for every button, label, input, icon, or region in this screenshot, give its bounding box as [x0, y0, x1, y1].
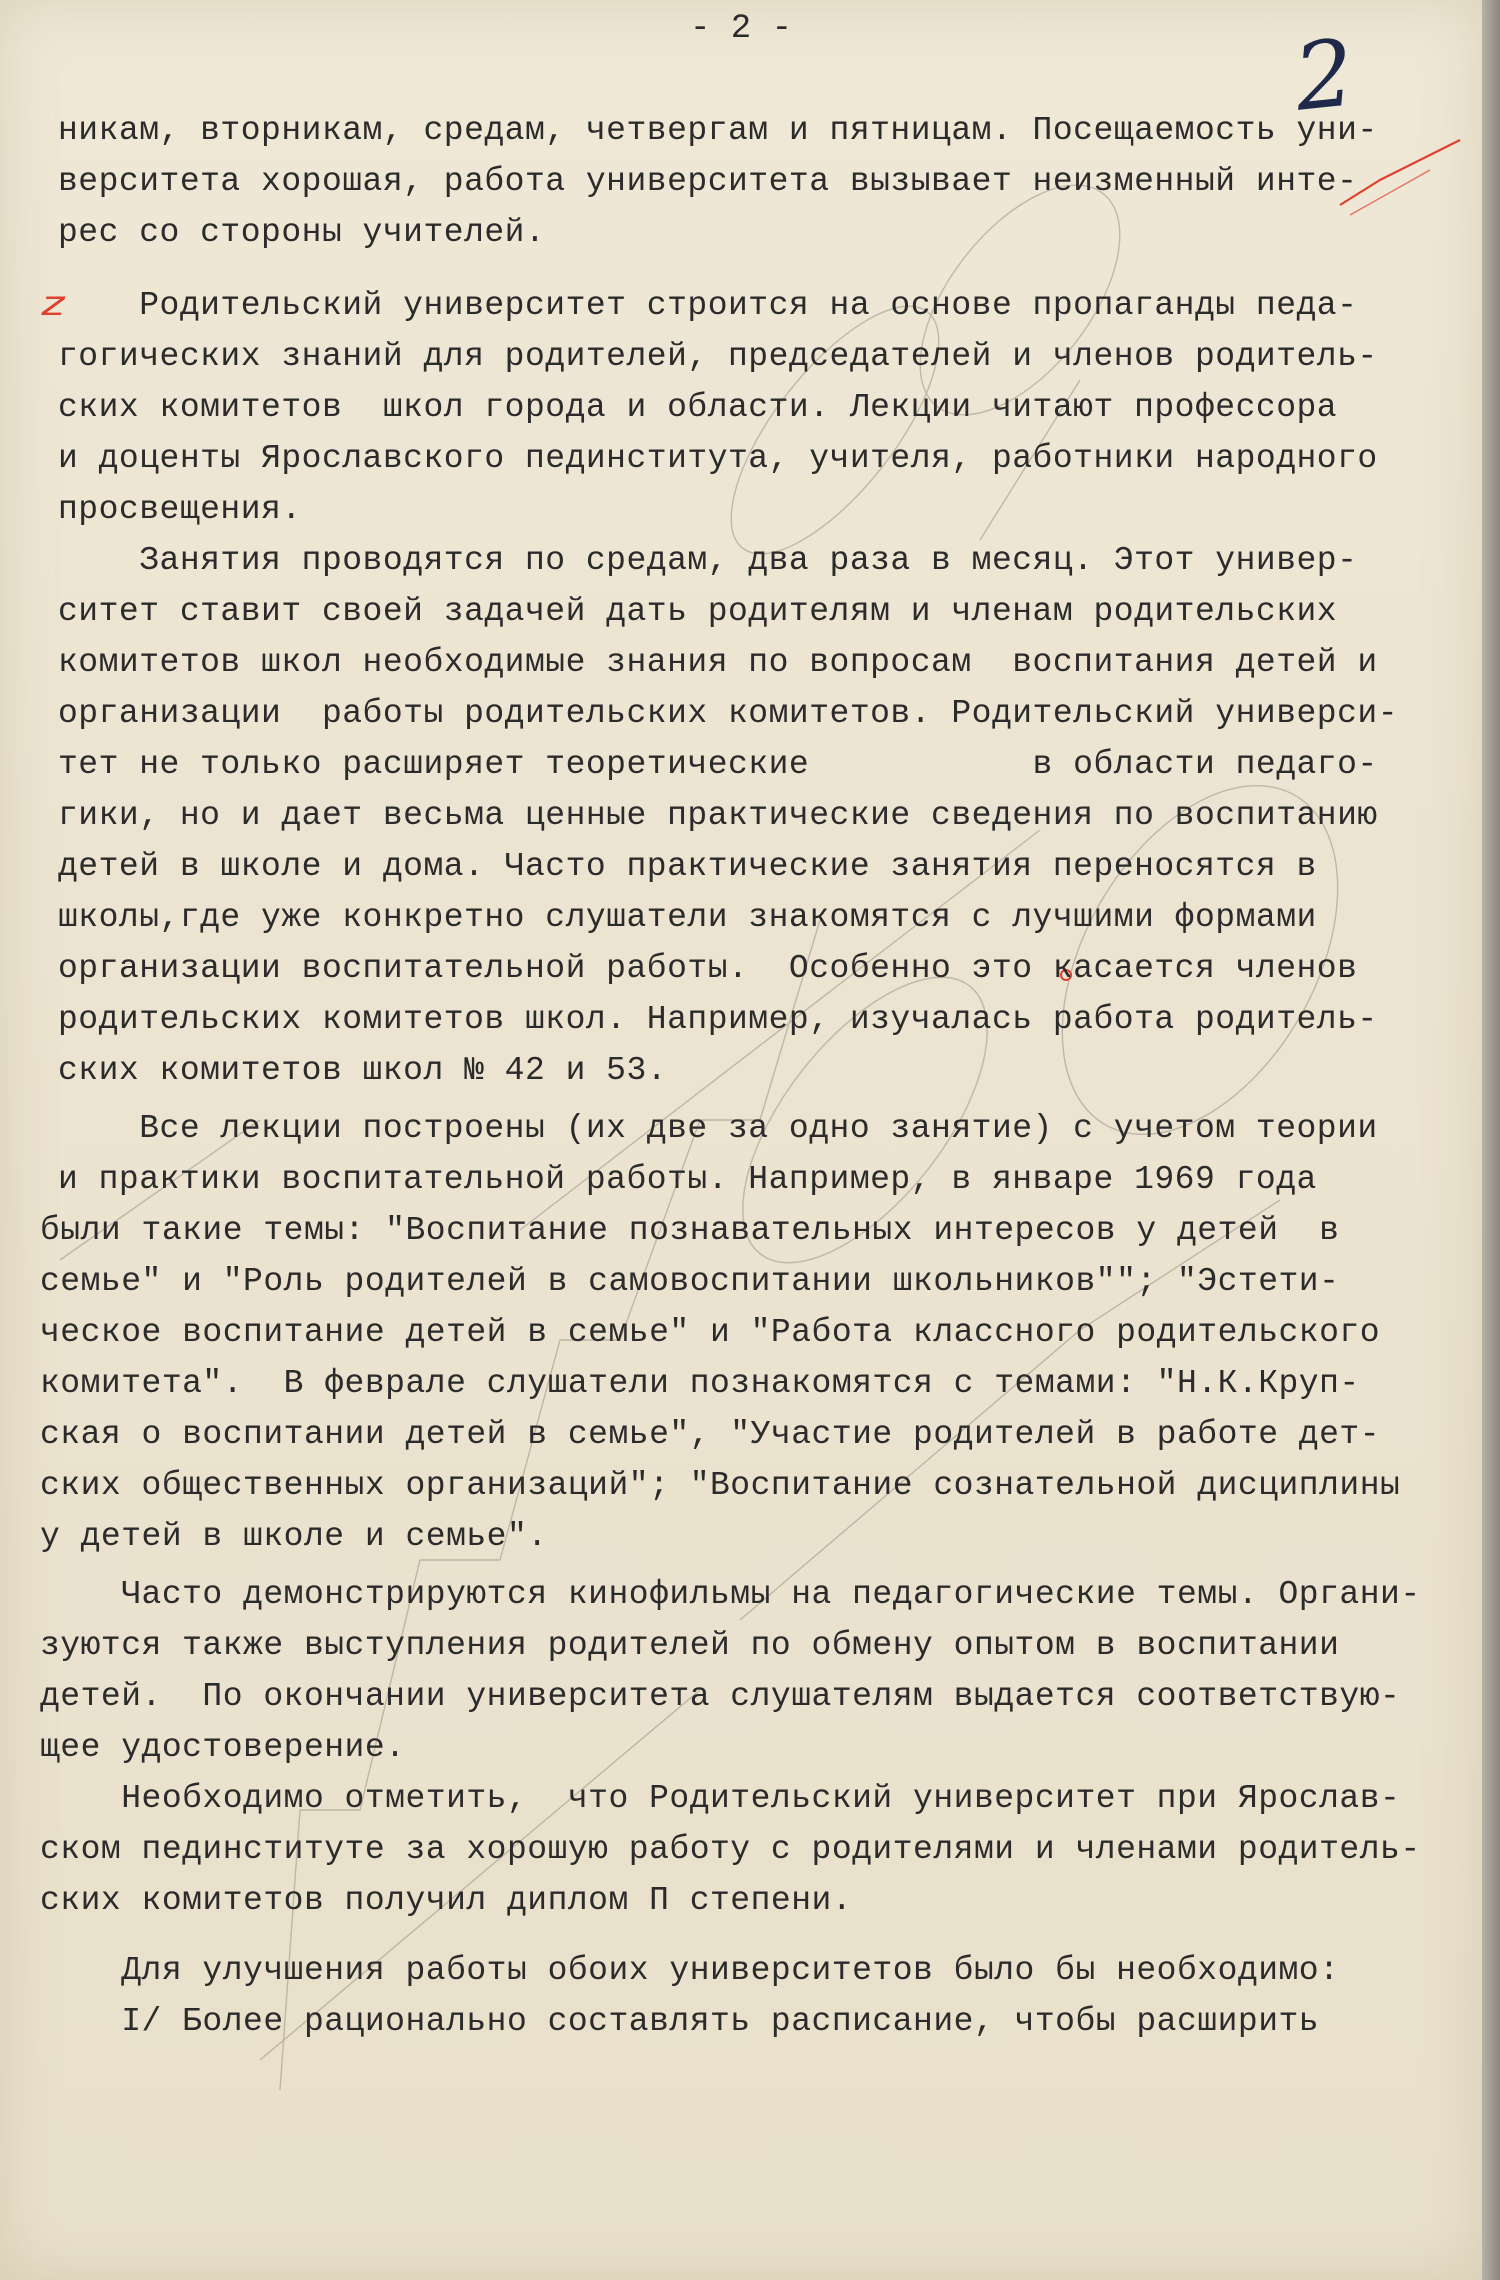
text-line: родительских комитетов школ. Например, изучалась работа родитель-: [58, 1001, 1378, 1038]
text-line: Для улучшения работы обоих университетов было бы необходимо:: [40, 1952, 1340, 1989]
text-line: Занятия проводятся по средам, два раза в месяц. Этот универ-: [58, 542, 1358, 579]
text-line: ских комитетов получил диплом П степени.: [40, 1882, 853, 1919]
text-line: рес со стороны учителей.: [58, 214, 546, 251]
text-line: никам, вторникам, средам, четвергам и пятницам. Посещаемость уни-: [58, 112, 1378, 149]
text-line: гики, но и дает весьма ценные практические сведения по воспитанию: [58, 797, 1378, 834]
text-line: детей. По окончании университета слушателям выдается соответствую-: [40, 1678, 1401, 1715]
text-line: ских комитетов школ № 42 и 53.: [58, 1052, 668, 1089]
text-line: и практики воспитательной работы. Например, в январе 1969 года: [58, 1161, 1317, 1198]
text-line: ческое воспитание детей в семье" и "Работа классного родительского: [40, 1314, 1381, 1351]
text-line: зуются также выступления родителей по обмену опытом в воспитании: [40, 1627, 1340, 1664]
text-line: Все лекции построены (их две за одно занятие) с учетом теории: [58, 1110, 1378, 1147]
text-line: верситета хорошая, работа университета вызывает неизменный инте-: [58, 163, 1358, 200]
text-line: семье" и "Роль родителей в самовоспитании школьников""; "Эстети-: [40, 1263, 1340, 1300]
text-line: организации работы родительских комитетов. Родительский универси-: [58, 695, 1399, 732]
text-line: тет не только расширяет теоретические в области педаго-: [58, 746, 1378, 783]
text-line: и доценты Ярославского пединститута, учителя, работники народного: [58, 440, 1378, 477]
text-line: детей в школе и дома. Часто практические занятия переносятся в: [58, 848, 1317, 885]
text-line: комитета". В феврале слушатели познакомятся с темами: "Н.К.Круп-: [40, 1365, 1360, 1402]
text-line: ском пединституте за хорошую работу с родителями и членами родитель-: [40, 1831, 1421, 1868]
text-line: Часто демонстрируются кинофильмы на педагогические темы. Органи-: [40, 1576, 1421, 1613]
text-line: ских общественных организаций"; "Воспитание сознательной дисциплины: [40, 1467, 1401, 1504]
text-line: комитетов школ необходимые знания по вопросам воспитания детей и: [58, 644, 1378, 681]
text-line: просвещения.: [58, 491, 302, 528]
text-line: ситет ставит своей задачей дать родителям и членам родительских: [58, 593, 1338, 630]
text-line: Родительский университет строится на основе пропаганды педа-: [58, 287, 1358, 324]
text-line: у детей в школе и семье".: [40, 1518, 548, 1555]
text-line: были такие темы: "Воспитание познавательных интересов у детей в: [40, 1212, 1340, 1249]
text-line: щее удостоверение.: [40, 1729, 406, 1766]
text-line: ских комитетов школ города и области. Лекции читают профессора: [58, 389, 1338, 426]
red-margin-mark: z: [41, 284, 65, 324]
page-edge: [1482, 0, 1500, 2280]
text-line: ская о воспитании детей в семье", "Участие родителей в работе дет-: [40, 1416, 1381, 1453]
text-line: организации воспитательной работы. Особенно это касается членов: [58, 950, 1358, 987]
handwritten-folio-number: 2: [1289, 19, 1359, 132]
text-line: школы,где уже конкретно слушатели знакомятся с лучшими формами: [58, 899, 1317, 936]
text-line: I/ Более рационально составлять расписание, чтобы расширить: [40, 2003, 1320, 2040]
page-number: - 2 -: [689, 10, 793, 48]
text-line: Необходимо отметить, что Родительский университет при Ярослав-: [40, 1780, 1401, 1817]
text-line: гогических знаний для родителей, председателей и членов родитель-: [58, 338, 1378, 375]
